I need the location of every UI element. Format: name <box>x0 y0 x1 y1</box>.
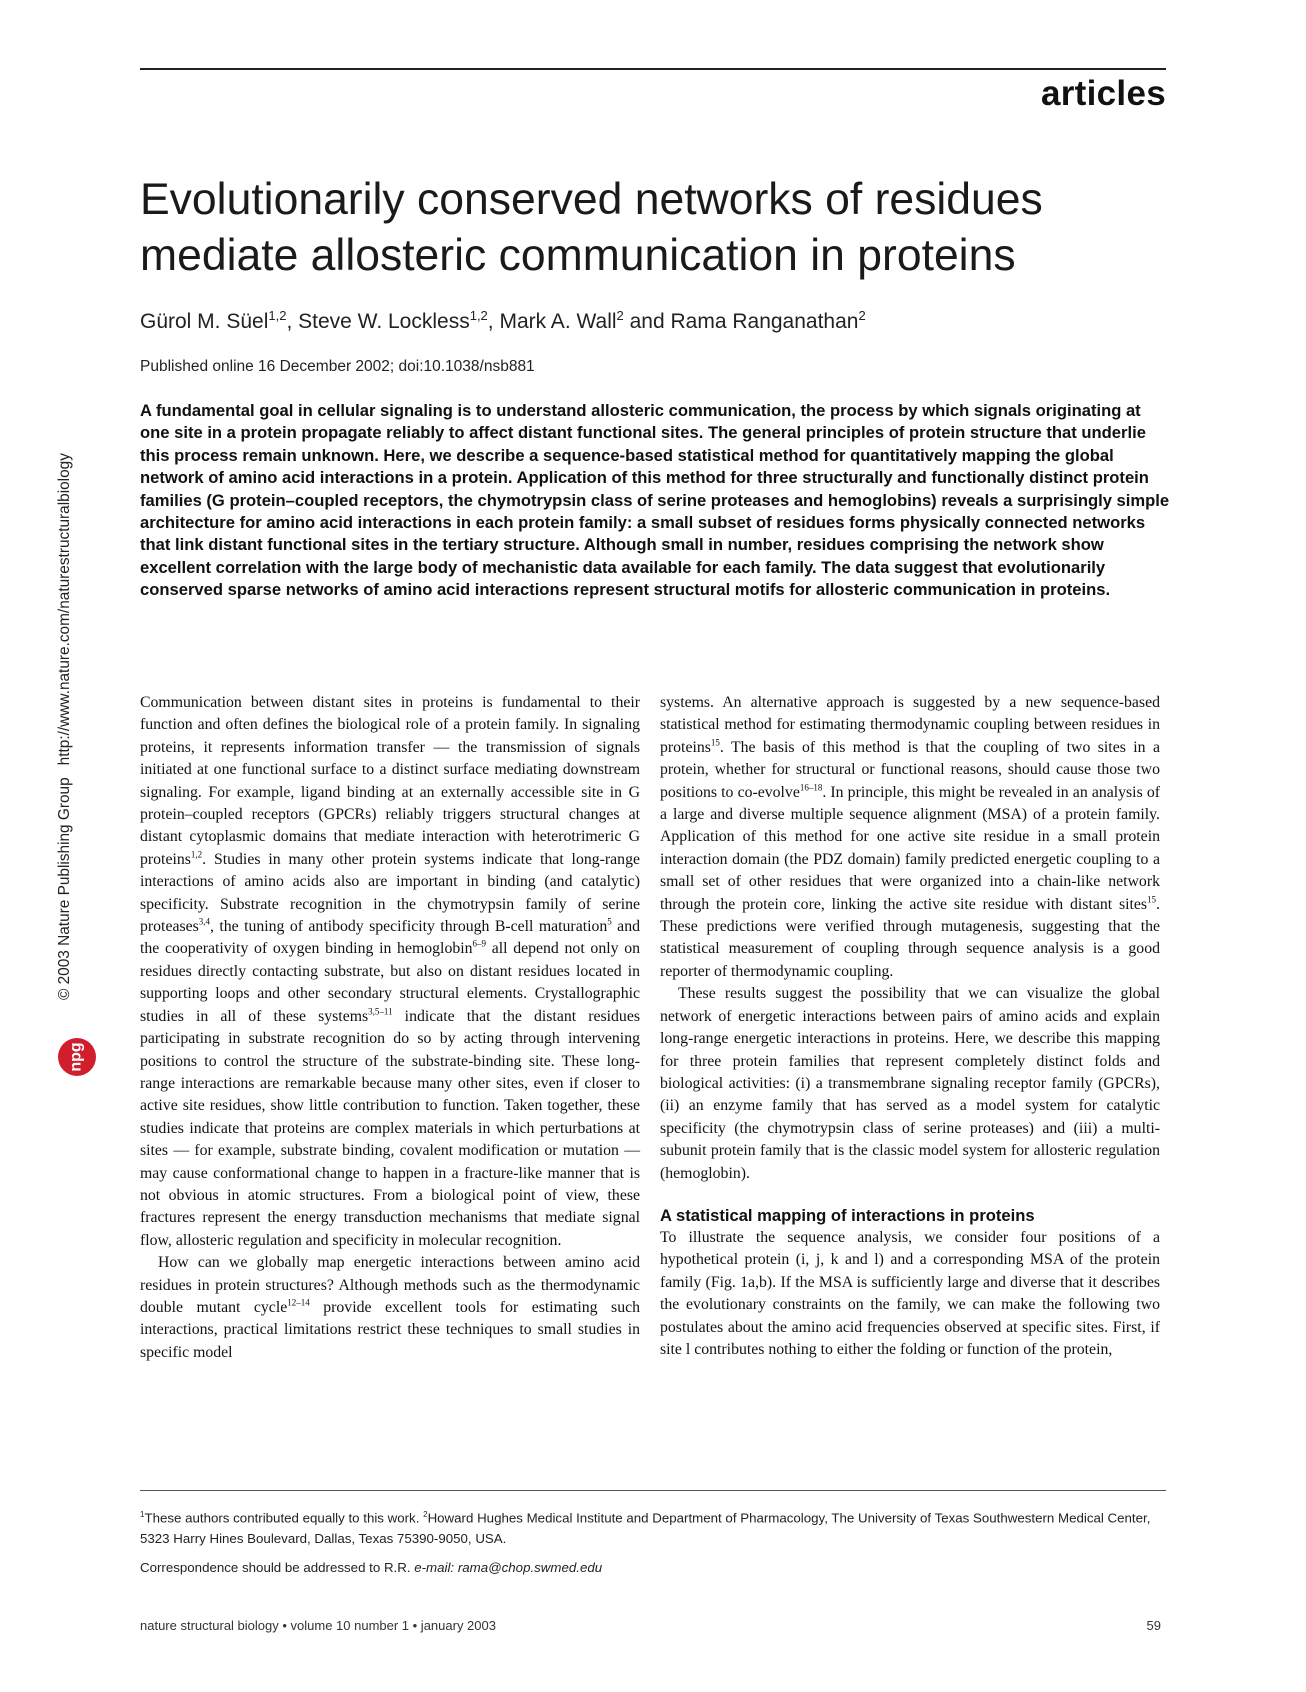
author-affiliation: 1,2 <box>469 308 488 323</box>
body-column-right <box>660 692 1160 1361</box>
citation-ref[interactable]: 5 <box>607 916 612 927</box>
author-affiliation: 2 <box>616 308 624 323</box>
author-name[interactable]: Mark A. Wall <box>499 310 617 333</box>
body-text: How can we globally map energetic interactions between amino acid residues in protein structures? Although methods such as the thermodynamic double mutant cycle <box>140 1254 640 1316</box>
citation-ref[interactable]: 15 <box>1147 894 1157 905</box>
publication-info: Published online 16 December 2002; doi:10.1038/nsb881 <box>140 358 535 375</box>
body-text: provide excellent tools for estimating such interactions, practical limitations restrict these techniques to small studies in specific model <box>140 1298 640 1361</box>
npg-logo-text: npg <box>67 1042 85 1072</box>
journal-url[interactable]: http://www.nature.com/naturestructuralbiology <box>56 453 73 766</box>
body-text: indicate that the distant residues participating in substrate recognition do so by acting through intervening positions to control the structure of the substrate-binding site. These long-range interactions are remarkable because many other sites, even if closer to active site residues, show little contribution to function. Taken together, these studies indicate that proteins are complex materials in which perturbations at sites — for example, substrate binding, covalent modification or mutation — may cause conformational change to happen in a fracture-like manner that is not obvious in atomic structures. From a biological point of view, these fractures represent the energy transduction mechanisms that mediate signal flow, allosteric regulation and specificity in molecular recognition. <box>140 1007 640 1249</box>
author-separator: , <box>286 310 299 333</box>
abstract: A fundamental goal in cellular signaling is to understand allosteric communication, the process by which signals originating at one site in a protein propagate reliably to affect distant functional sites. The general principles of protein structure that underlie this process remain unknown. Here, we describe a sequence-based statistical method for quantitatively mapping the global network of amino acid interactions in a protein. Application of this method for three structurally and functionally distinct protein families (G protein–coupled receptors, the chymotrypsin class of serine proteases and hemoglobins) reveals a surprisingly simple architecture for amino acid interactions in each protein family: a small subset of residues forms physically connected networks that link distant functional sites in the tertiary structure. Although small in number, residues comprising the network show excellent correlation with the large body of mechanistic data available for each family. The data suggest that evolutionarily conserved sparse networks of amino acid interactions represent structural motifs for allosteric communication in proteins. <box>140 401 1170 600</box>
affiliation-footnote <box>140 1504 1170 1549</box>
body-text: . Studies in many other protein systems indicate that long-range interactions of amino acids also are important in binding (and catalytic) specificity. Substrate recognition in the chymotrypsin family of serine proteases <box>140 850 640 936</box>
body-text: and the cooperativity of oxygen binding in hemoglobin <box>140 918 640 958</box>
citation-ref[interactable]: 3,5–11 <box>368 1006 393 1017</box>
correspondence-text: Correspondence should be addressed to R.R. <box>140 1560 415 1575</box>
page-number: 59 <box>1146 1618 1161 1633</box>
body-text: systems. An alternative approach is suggested by a new sequence-based statistical method for estimating thermodynamic coupling between residues in proteins <box>660 694 1160 756</box>
body-column-left <box>140 692 640 1364</box>
body-paragraph <box>140 1252 640 1364</box>
email-link[interactable]: rama@chop.swmed.edu <box>454 1560 603 1575</box>
article-title: Evolutionarily conserved networks of residues mediate allosteric communication in proteins <box>140 175 1043 280</box>
footnote-text: These authors contributed equally to this work. <box>144 1510 424 1526</box>
journal-footer: nature structural biology • volume 10 number 1 • january 2003 <box>140 1618 496 1633</box>
correspondence-note <box>140 1560 602 1575</box>
body-text: Communication between distant sites in proteins is fundamental to their function and often defines the biological role of a protein family. In signaling proteins, it represents information transfer — the transmission of signals initiated at one functional surface to a distinct surface mediating downstream signaling. For example, ligand binding at an externally accessible site in G protein–coupled receptors (GPCRs) reliably triggers structural changes at distant cytoplasmic domains that mediate interaction with heterotrimeric G proteins <box>140 694 640 868</box>
section-label: articles <box>1041 74 1166 113</box>
copyright-text: © 2003 Nature Publishing Group <box>56 777 73 1000</box>
citation-ref[interactable]: 1,2 <box>190 849 203 860</box>
footnote-rule <box>140 1490 1166 1491</box>
footnote-marker: 2 <box>423 1510 428 1519</box>
footnote-marker: 1 <box>140 1510 145 1519</box>
author-list <box>140 308 866 334</box>
citation-ref[interactable]: 16–18 <box>799 782 823 793</box>
body-text: . These predictions were verified through mutagenesis, suggesting that the statistical measurement of coupling through sequence analysis is a good reporter of thermodynamic coupling. <box>660 895 1160 980</box>
author-name[interactable]: Steve W. Lockless <box>298 310 470 333</box>
body-paragraph: These results suggest the possibility that we can visualize the global network of energetic interactions between pairs of amino acids and explain long-range energetic interactions in proteins. Here, we describe this mapping for three protein families that represent completely distinct folds and biological activities: (i) a transmembrane signaling receptor family (GPCRs), (ii) an enzyme family that has served as a model system for catalytic specificity (the chymotrypsin class of serine proteases) and (iii) a multi-subunit protein family that is the classic model system for allosteric regulation (hemoglobin). <box>660 985 1160 1182</box>
body-paragraph <box>140 692 640 1252</box>
citation-ref[interactable]: 6–9 <box>472 939 487 950</box>
body-paragraph: To illustrate the sequence analysis, we consider four positions of a hypothetical protein (i, j, k and l) and a corresponding MSA of the protein family (Fig. 1a,b). If the MSA is sufficiently large and diverse that it describes the evolutionary constraints on the family, we can make the following two postulates about the amino acid frequencies observed at specific sites. First, if site l contributes nothing to either the folding or function of the protein, <box>660 1228 1160 1358</box>
footnote-text: Howard Hughes Medical Institute and Department of Pharmacology, The University of Texas Southwestern Medical Center, 5323 Harry Hines Boulevard, Dallas, Texas 75390-9050, USA. <box>140 1510 1151 1547</box>
npg-logo <box>58 1038 96 1076</box>
citation-ref[interactable]: 15 <box>710 737 720 748</box>
author-name[interactable]: Rama Ranganathan <box>670 310 859 333</box>
side-copyright <box>56 453 74 1000</box>
body-text: . In principle, this might be revealed in an analysis of a large and diverse multiple sequence alignment (MSA) of a protein family. Application of this method for one active site residue in a small protein interaction domain (the PDZ domain) family predicted energetic coupling to a small set of other residues that were organized into a chain-like network through the protein core, linking the active site residue with distant sites <box>660 783 1160 913</box>
citation-ref[interactable]: 3,4 <box>198 916 211 927</box>
citation-ref[interactable]: 12–14 <box>287 1297 310 1308</box>
section-heading: A statistical mapping of interactions in proteins <box>660 1205 1035 1225</box>
author-affiliation: 2 <box>858 308 866 323</box>
author-affiliation: 1,2 <box>268 308 287 323</box>
header-rule <box>140 68 1166 70</box>
email-label: e-mail: <box>414 1560 455 1575</box>
author-name[interactable]: Gürol M. Süel <box>140 310 269 333</box>
body-paragraph <box>660 692 1160 983</box>
author-separator: and <box>623 310 671 333</box>
body-text: all depend not only on residues directly contacting substrate, but also on distant residues located in supporting loops and other secondary structural elements. Crystallographic studies in all of these systems <box>140 940 640 1025</box>
author-separator: , <box>487 310 500 333</box>
body-text: . The basis of this method is that the coupling of two sites in a protein, whether for structural or functional reasons, should cause those two positions to co-evolve <box>660 738 1160 801</box>
body-text: , the tuning of antibody specificity through B-cell maturation <box>210 918 608 936</box>
